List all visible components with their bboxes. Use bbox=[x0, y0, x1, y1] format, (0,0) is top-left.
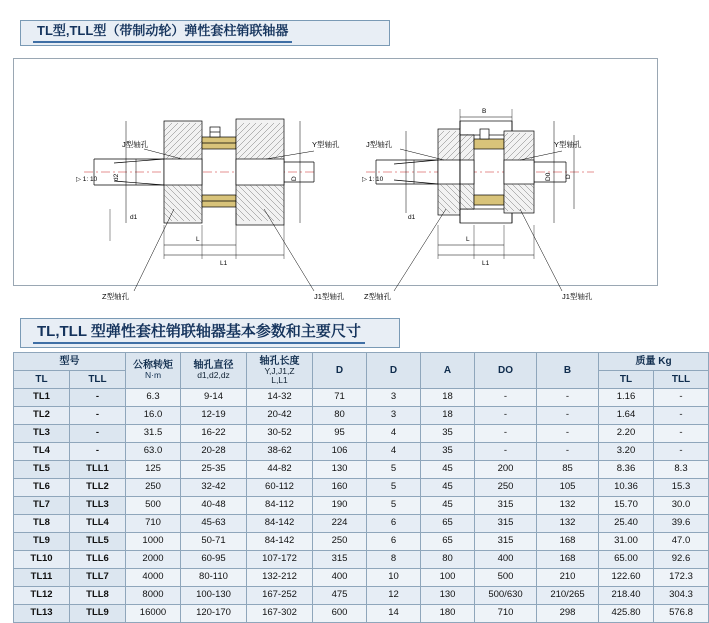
cell-m_tll: - bbox=[654, 425, 709, 443]
cell-tll: - bbox=[70, 407, 126, 425]
cell-m_tll: 92.6 bbox=[654, 551, 709, 569]
cell-len: 60-112 bbox=[247, 479, 313, 497]
cell-a: 35 bbox=[421, 443, 475, 461]
cell-d: 80 bbox=[313, 407, 367, 425]
cell-tl: TL6 bbox=[14, 479, 70, 497]
cell-m_tll: - bbox=[654, 389, 709, 407]
cell-bore: 25-35 bbox=[181, 461, 247, 479]
cell-tl: TL2 bbox=[14, 407, 70, 425]
cell-do: 400 bbox=[475, 551, 537, 569]
spec-table-head bbox=[14, 353, 709, 389]
cell-m_tll: 39.6 bbox=[654, 515, 709, 533]
right-label-taper: ▷ 1: 10 bbox=[362, 176, 384, 183]
cell-len: 14-32 bbox=[247, 389, 313, 407]
cell-m_tl: 1.16 bbox=[599, 389, 654, 407]
cell-tl: TL8 bbox=[14, 515, 70, 533]
header-model-group: 型号 bbox=[14, 353, 126, 371]
table-row bbox=[14, 497, 709, 515]
cell-bore: 40-48 bbox=[181, 497, 247, 515]
cell-do: 500 bbox=[475, 569, 537, 587]
cell-m_tl: 2.20 bbox=[599, 425, 654, 443]
page-title-top-text: TL型,TLL型（带制动轮）弹性套柱销联轴器 bbox=[33, 23, 292, 43]
cell-torque: 8000 bbox=[126, 587, 181, 605]
cell-d: 190 bbox=[313, 497, 367, 515]
cell-m_tl: 1.64 bbox=[599, 407, 654, 425]
right-label-D: D0 bbox=[545, 172, 552, 181]
header-bore-dia bbox=[181, 353, 247, 389]
cell-len: 167-302 bbox=[247, 605, 313, 623]
header-bore-dia-label: 轴孔直径 bbox=[193, 360, 234, 372]
cell-b: 132 bbox=[537, 515, 599, 533]
cell-len: 84-142 bbox=[247, 515, 313, 533]
cell-d: 224 bbox=[313, 515, 367, 533]
cell-a: 100 bbox=[421, 569, 475, 587]
header-d: D bbox=[313, 353, 367, 389]
cell-b: 132 bbox=[537, 497, 599, 515]
cell-m_tll: 576.8 bbox=[654, 605, 709, 623]
cell-b: 210 bbox=[537, 569, 599, 587]
cell-tl: TL9 bbox=[14, 533, 70, 551]
table-row bbox=[14, 407, 709, 425]
right-label-z-bore: Z型轴孔 bbox=[364, 292, 392, 301]
spec-table-container bbox=[13, 352, 693, 623]
cell-torque: 1000 bbox=[126, 533, 181, 551]
cell-d2: 10 bbox=[367, 569, 421, 587]
cell-tl: TL7 bbox=[14, 497, 70, 515]
cell-d: 475 bbox=[313, 587, 367, 605]
cell-bore: 32-42 bbox=[181, 479, 247, 497]
cell-tl: TL1 bbox=[14, 389, 70, 407]
left-label-d1: d1 bbox=[130, 214, 138, 221]
table-row bbox=[14, 569, 709, 587]
header-bore-len-cols: L,L1 bbox=[271, 375, 288, 385]
cell-b: - bbox=[537, 425, 599, 443]
cell-tll: - bbox=[70, 425, 126, 443]
cell-d2: 6 bbox=[367, 515, 421, 533]
right-label-j-bore: J型轴孔 bbox=[366, 140, 393, 149]
cell-do: 315 bbox=[475, 533, 537, 551]
cell-m_tl: 218.40 bbox=[599, 587, 654, 605]
cell-b: 168 bbox=[537, 551, 599, 569]
cell-m_tll: - bbox=[654, 443, 709, 461]
cell-len: 30-52 bbox=[247, 425, 313, 443]
cell-tl: TL4 bbox=[14, 443, 70, 461]
cell-m_tl: 31.00 bbox=[599, 533, 654, 551]
cell-m_tl: 25.40 bbox=[599, 515, 654, 533]
spec-table-body bbox=[14, 389, 709, 623]
right-label-D0: D bbox=[565, 174, 572, 179]
cell-torque: 16.0 bbox=[126, 407, 181, 425]
cell-len: 84-142 bbox=[247, 533, 313, 551]
cell-a: 45 bbox=[421, 497, 475, 515]
left-label-d2: d2 bbox=[113, 173, 120, 181]
header-row-1 bbox=[14, 353, 709, 371]
cell-m_tll: 15.3 bbox=[654, 479, 709, 497]
cell-do: - bbox=[475, 425, 537, 443]
cell-do: - bbox=[475, 407, 537, 425]
cell-bore: 20-28 bbox=[181, 443, 247, 461]
cell-a: 18 bbox=[421, 389, 475, 407]
cell-d: 71 bbox=[313, 389, 367, 407]
cell-d2: 4 bbox=[367, 425, 421, 443]
left-label-z-bore: Z型轴孔 bbox=[102, 292, 130, 301]
cell-b: 85 bbox=[537, 461, 599, 479]
cell-len: 167-252 bbox=[247, 587, 313, 605]
cell-torque: 16000 bbox=[126, 605, 181, 623]
header-a: A bbox=[421, 353, 475, 389]
cell-a: 180 bbox=[421, 605, 475, 623]
cell-len: 84-112 bbox=[247, 497, 313, 515]
cell-tl: TL10 bbox=[14, 551, 70, 569]
cell-d2: 5 bbox=[367, 461, 421, 479]
cell-d: 250 bbox=[313, 533, 367, 551]
technical-drawing-panel bbox=[13, 58, 658, 301]
cell-tll: TLL7 bbox=[70, 569, 126, 587]
table-row bbox=[14, 461, 709, 479]
cell-tl: TL5 bbox=[14, 461, 70, 479]
cell-a: 65 bbox=[421, 515, 475, 533]
left-label-j-bore: J型轴孔 bbox=[122, 140, 149, 149]
cell-m_tl: 122.60 bbox=[599, 569, 654, 587]
cell-tll: TLL5 bbox=[70, 533, 126, 551]
cell-do: 200 bbox=[475, 461, 537, 479]
cell-d2: 4 bbox=[367, 443, 421, 461]
cell-tl: TL11 bbox=[14, 569, 70, 587]
cell-torque: 63.0 bbox=[126, 443, 181, 461]
cell-m_tll: 172.3 bbox=[654, 569, 709, 587]
cell-len: 107-172 bbox=[247, 551, 313, 569]
cell-do: 315 bbox=[475, 515, 537, 533]
left-label-L: L bbox=[196, 236, 200, 243]
cell-do: 710 bbox=[475, 605, 537, 623]
right-label-y-bore: Y型轴孔 bbox=[554, 140, 582, 149]
cell-m_tll: 47.0 bbox=[654, 533, 709, 551]
cell-tll: TLL1 bbox=[70, 461, 126, 479]
header-bore-len-label: 轴孔长度 bbox=[259, 355, 300, 367]
cell-tll: - bbox=[70, 389, 126, 407]
cell-a: 18 bbox=[421, 407, 475, 425]
cell-d2: 3 bbox=[367, 389, 421, 407]
cell-a: 65 bbox=[421, 533, 475, 551]
cell-m_tll: 304.3 bbox=[654, 587, 709, 605]
cell-b: - bbox=[537, 407, 599, 425]
header-mass-tll: TLL bbox=[654, 371, 709, 389]
header-bore-len-sub: Y,J,J1,Z bbox=[264, 365, 295, 376]
cell-torque: 500 bbox=[126, 497, 181, 515]
table-row bbox=[14, 479, 709, 497]
cell-tll: TLL8 bbox=[70, 587, 126, 605]
table-row bbox=[14, 515, 709, 533]
header-model-tl: TL bbox=[14, 371, 70, 389]
table-row bbox=[14, 389, 709, 407]
coupling-drawing bbox=[14, 59, 657, 301]
cell-torque: 125 bbox=[126, 461, 181, 479]
table-row bbox=[14, 425, 709, 443]
left-label-y-bore: Y型轴孔 bbox=[312, 140, 340, 149]
cell-d2: 14 bbox=[367, 605, 421, 623]
cell-len: 20-42 bbox=[247, 407, 313, 425]
cell-bore: 100-130 bbox=[181, 587, 247, 605]
header-mass-tl: TL bbox=[599, 371, 654, 389]
cell-d: 95 bbox=[313, 425, 367, 443]
cell-d: 160 bbox=[313, 479, 367, 497]
left-label-taper: ▷ 1: 10 bbox=[76, 176, 98, 183]
cell-do: - bbox=[475, 443, 537, 461]
header-bore-len bbox=[247, 353, 313, 389]
cell-tl: TL3 bbox=[14, 425, 70, 443]
cell-d2: 6 bbox=[367, 533, 421, 551]
cell-m_tl: 425.80 bbox=[599, 605, 654, 623]
cell-bore: 45-63 bbox=[181, 515, 247, 533]
table-row bbox=[14, 443, 709, 461]
cell-len: 38-62 bbox=[247, 443, 313, 461]
cell-tll: TLL6 bbox=[70, 551, 126, 569]
cell-torque: 6.3 bbox=[126, 389, 181, 407]
cell-len: 132-212 bbox=[247, 569, 313, 587]
cell-tll: TLL2 bbox=[70, 479, 126, 497]
cell-b: - bbox=[537, 389, 599, 407]
header-mass-group: 质量 Kg bbox=[599, 353, 709, 371]
cell-d2: 3 bbox=[367, 407, 421, 425]
cell-b: 105 bbox=[537, 479, 599, 497]
cell-b: 298 bbox=[537, 605, 599, 623]
header-do: DO bbox=[475, 353, 537, 389]
cell-tll: TLL4 bbox=[70, 515, 126, 533]
page-title-table bbox=[20, 318, 400, 348]
cell-d2: 12 bbox=[367, 587, 421, 605]
cell-do: 315 bbox=[475, 497, 537, 515]
spec-table bbox=[13, 352, 709, 623]
cell-m_tll: - bbox=[654, 407, 709, 425]
cell-b: 168 bbox=[537, 533, 599, 551]
right-label-B: B bbox=[482, 108, 487, 115]
table-row bbox=[14, 551, 709, 569]
cell-tll: TLL3 bbox=[70, 497, 126, 515]
right-label-L1: L1 bbox=[482, 260, 490, 267]
cell-do: 250 bbox=[475, 479, 537, 497]
header-d-alt: D bbox=[367, 353, 421, 389]
header-b: B bbox=[537, 353, 599, 389]
left-label-L1: L1 bbox=[220, 260, 228, 267]
right-label-j1-bore: J1型轴孔 bbox=[562, 292, 593, 301]
cell-bore: 9-14 bbox=[181, 389, 247, 407]
header-torque-unit: N·m bbox=[144, 370, 162, 381]
cell-tll: TLL9 bbox=[70, 605, 126, 623]
left-label-D: D bbox=[291, 176, 298, 181]
cell-do: 500/630 bbox=[475, 587, 537, 605]
cell-bore: 50-71 bbox=[181, 533, 247, 551]
table-row bbox=[14, 605, 709, 623]
cell-a: 35 bbox=[421, 425, 475, 443]
cell-do: - bbox=[475, 389, 537, 407]
cell-bore: 120-170 bbox=[181, 605, 247, 623]
cell-tll: - bbox=[70, 443, 126, 461]
cell-d: 315 bbox=[313, 551, 367, 569]
table-row bbox=[14, 533, 709, 551]
header-bore-dia-cols: d1,d2,dz bbox=[197, 370, 230, 381]
right-label-L: L bbox=[466, 236, 470, 243]
header-torque-label: 公称转矩 bbox=[133, 360, 173, 372]
cell-len: 44-82 bbox=[247, 461, 313, 479]
cell-m_tl: 65.00 bbox=[599, 551, 654, 569]
cell-bore: 60-95 bbox=[181, 551, 247, 569]
cell-d: 600 bbox=[313, 605, 367, 623]
cell-a: 45 bbox=[421, 479, 475, 497]
cell-bore: 16-22 bbox=[181, 425, 247, 443]
cell-torque: 250 bbox=[126, 479, 181, 497]
cell-tl: TL13 bbox=[14, 605, 70, 623]
table-row bbox=[14, 587, 709, 605]
cell-a: 130 bbox=[421, 587, 475, 605]
cell-torque: 710 bbox=[126, 515, 181, 533]
header-torque bbox=[126, 353, 181, 389]
cell-m_tl: 15.70 bbox=[599, 497, 654, 515]
cell-torque: 2000 bbox=[126, 551, 181, 569]
cell-m_tl: 10.36 bbox=[599, 479, 654, 497]
cell-m_tll: 8.3 bbox=[654, 461, 709, 479]
cell-d2: 5 bbox=[367, 479, 421, 497]
cell-d2: 8 bbox=[367, 551, 421, 569]
cell-torque: 31.5 bbox=[126, 425, 181, 443]
cell-tl: TL12 bbox=[14, 587, 70, 605]
cell-m_tl: 8.36 bbox=[599, 461, 654, 479]
cell-d2: 5 bbox=[367, 497, 421, 515]
page-title-table-text: TL,TLL 型弹性套柱销联轴器基本参数和主要尺寸 bbox=[33, 322, 365, 344]
header-model-tll: TLL bbox=[70, 371, 126, 389]
cell-m_tl: 3.20 bbox=[599, 443, 654, 461]
cell-m_tll: 30.0 bbox=[654, 497, 709, 515]
left-label-j1-bore: J1型轴孔 bbox=[314, 292, 345, 301]
cell-a: 80 bbox=[421, 551, 475, 569]
cell-b: 210/265 bbox=[537, 587, 599, 605]
right-label-d1: d1 bbox=[408, 214, 416, 221]
page-title-top bbox=[20, 20, 390, 46]
cell-bore: 12-19 bbox=[181, 407, 247, 425]
cell-torque: 4000 bbox=[126, 569, 181, 587]
cell-d: 400 bbox=[313, 569, 367, 587]
cell-a: 45 bbox=[421, 461, 475, 479]
cell-d: 106 bbox=[313, 443, 367, 461]
cell-bore: 80-110 bbox=[181, 569, 247, 587]
cell-b: - bbox=[537, 443, 599, 461]
cell-d: 130 bbox=[313, 461, 367, 479]
